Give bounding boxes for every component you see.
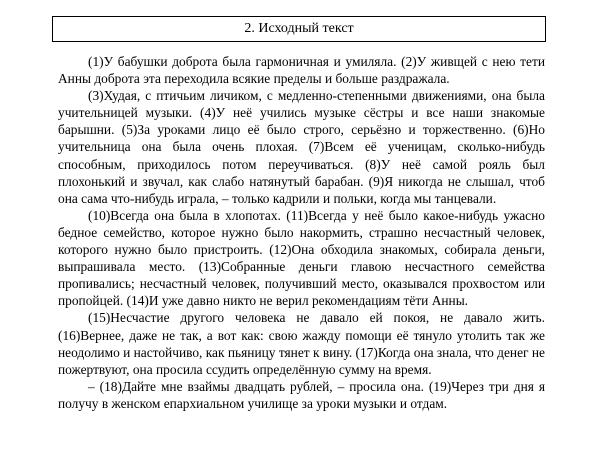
source-text [58,53,545,412]
paragraph-3: (10)Всегда она была в хлопотах. (11)Всегда у неё было какое-нибудь ужасно бедное семейство, которое нужно было накормить, страшно несчастный человек, которого нужно было пристроить. (12)Она обходила знакомых, собирала деньги, выпрашивала место. (13)Собранные деньги главою несчастного семейства пропивались; несчастный человек, получивший место, оказывался прохвостом или пропойцей. (14)И уже давно никто не верил рекомендациям тёти Анны. [58,207,545,309]
section-header [52,16,546,42]
paragraph-4: (15)Несчастие другого человека не давало ей покоя, не давало жить. (16)Вернее, даже не так, а вот как: свою жажду помощи её тянуло утолить так же неодолимо и настойчиво, как пьяницу тянет к вину. (17)Когда она знала, что денег не пожертвуют, она просила ссудить определённую сумму на время. [58,310,545,377]
section-title: 2. Исходный текст [244,21,354,36]
paragraph-2: (3)Худая, с птичьим личиком, с медленно-степенными движениями, она была учительницей музыки. (4)У неё учились музыке сёстры и все наши знакомые барышни. (5)За уроками лицо её было строго, серьёзно и торжественно. (6)Но учительница она была очень плохая. (7)Всем её ученицам, сколько-нибудь способным, приходилось потом переучиваться. (8)У неё самой рояль был плохонький и звучал, как слабо натянутый барабан. (9)Я никогда не слышал, чтоб она сама что-нибудь играла, – только кадрили и польки, когда мы танцевали. [58,88,545,206]
paragraph-1: (1)У бабушки доброта была гармоничная и умиляла. (2)У живщей с нею тети Анны доброта эта переходила всякие пределы и больше раздражала. [58,54,545,87]
paragraph-5: – (18)Дайте мне взаймы двадцать рублей, – просила она. (19)Через три дня я получу в женском епархиальном училище за уроки музыки и отдам. [58,378,545,411]
